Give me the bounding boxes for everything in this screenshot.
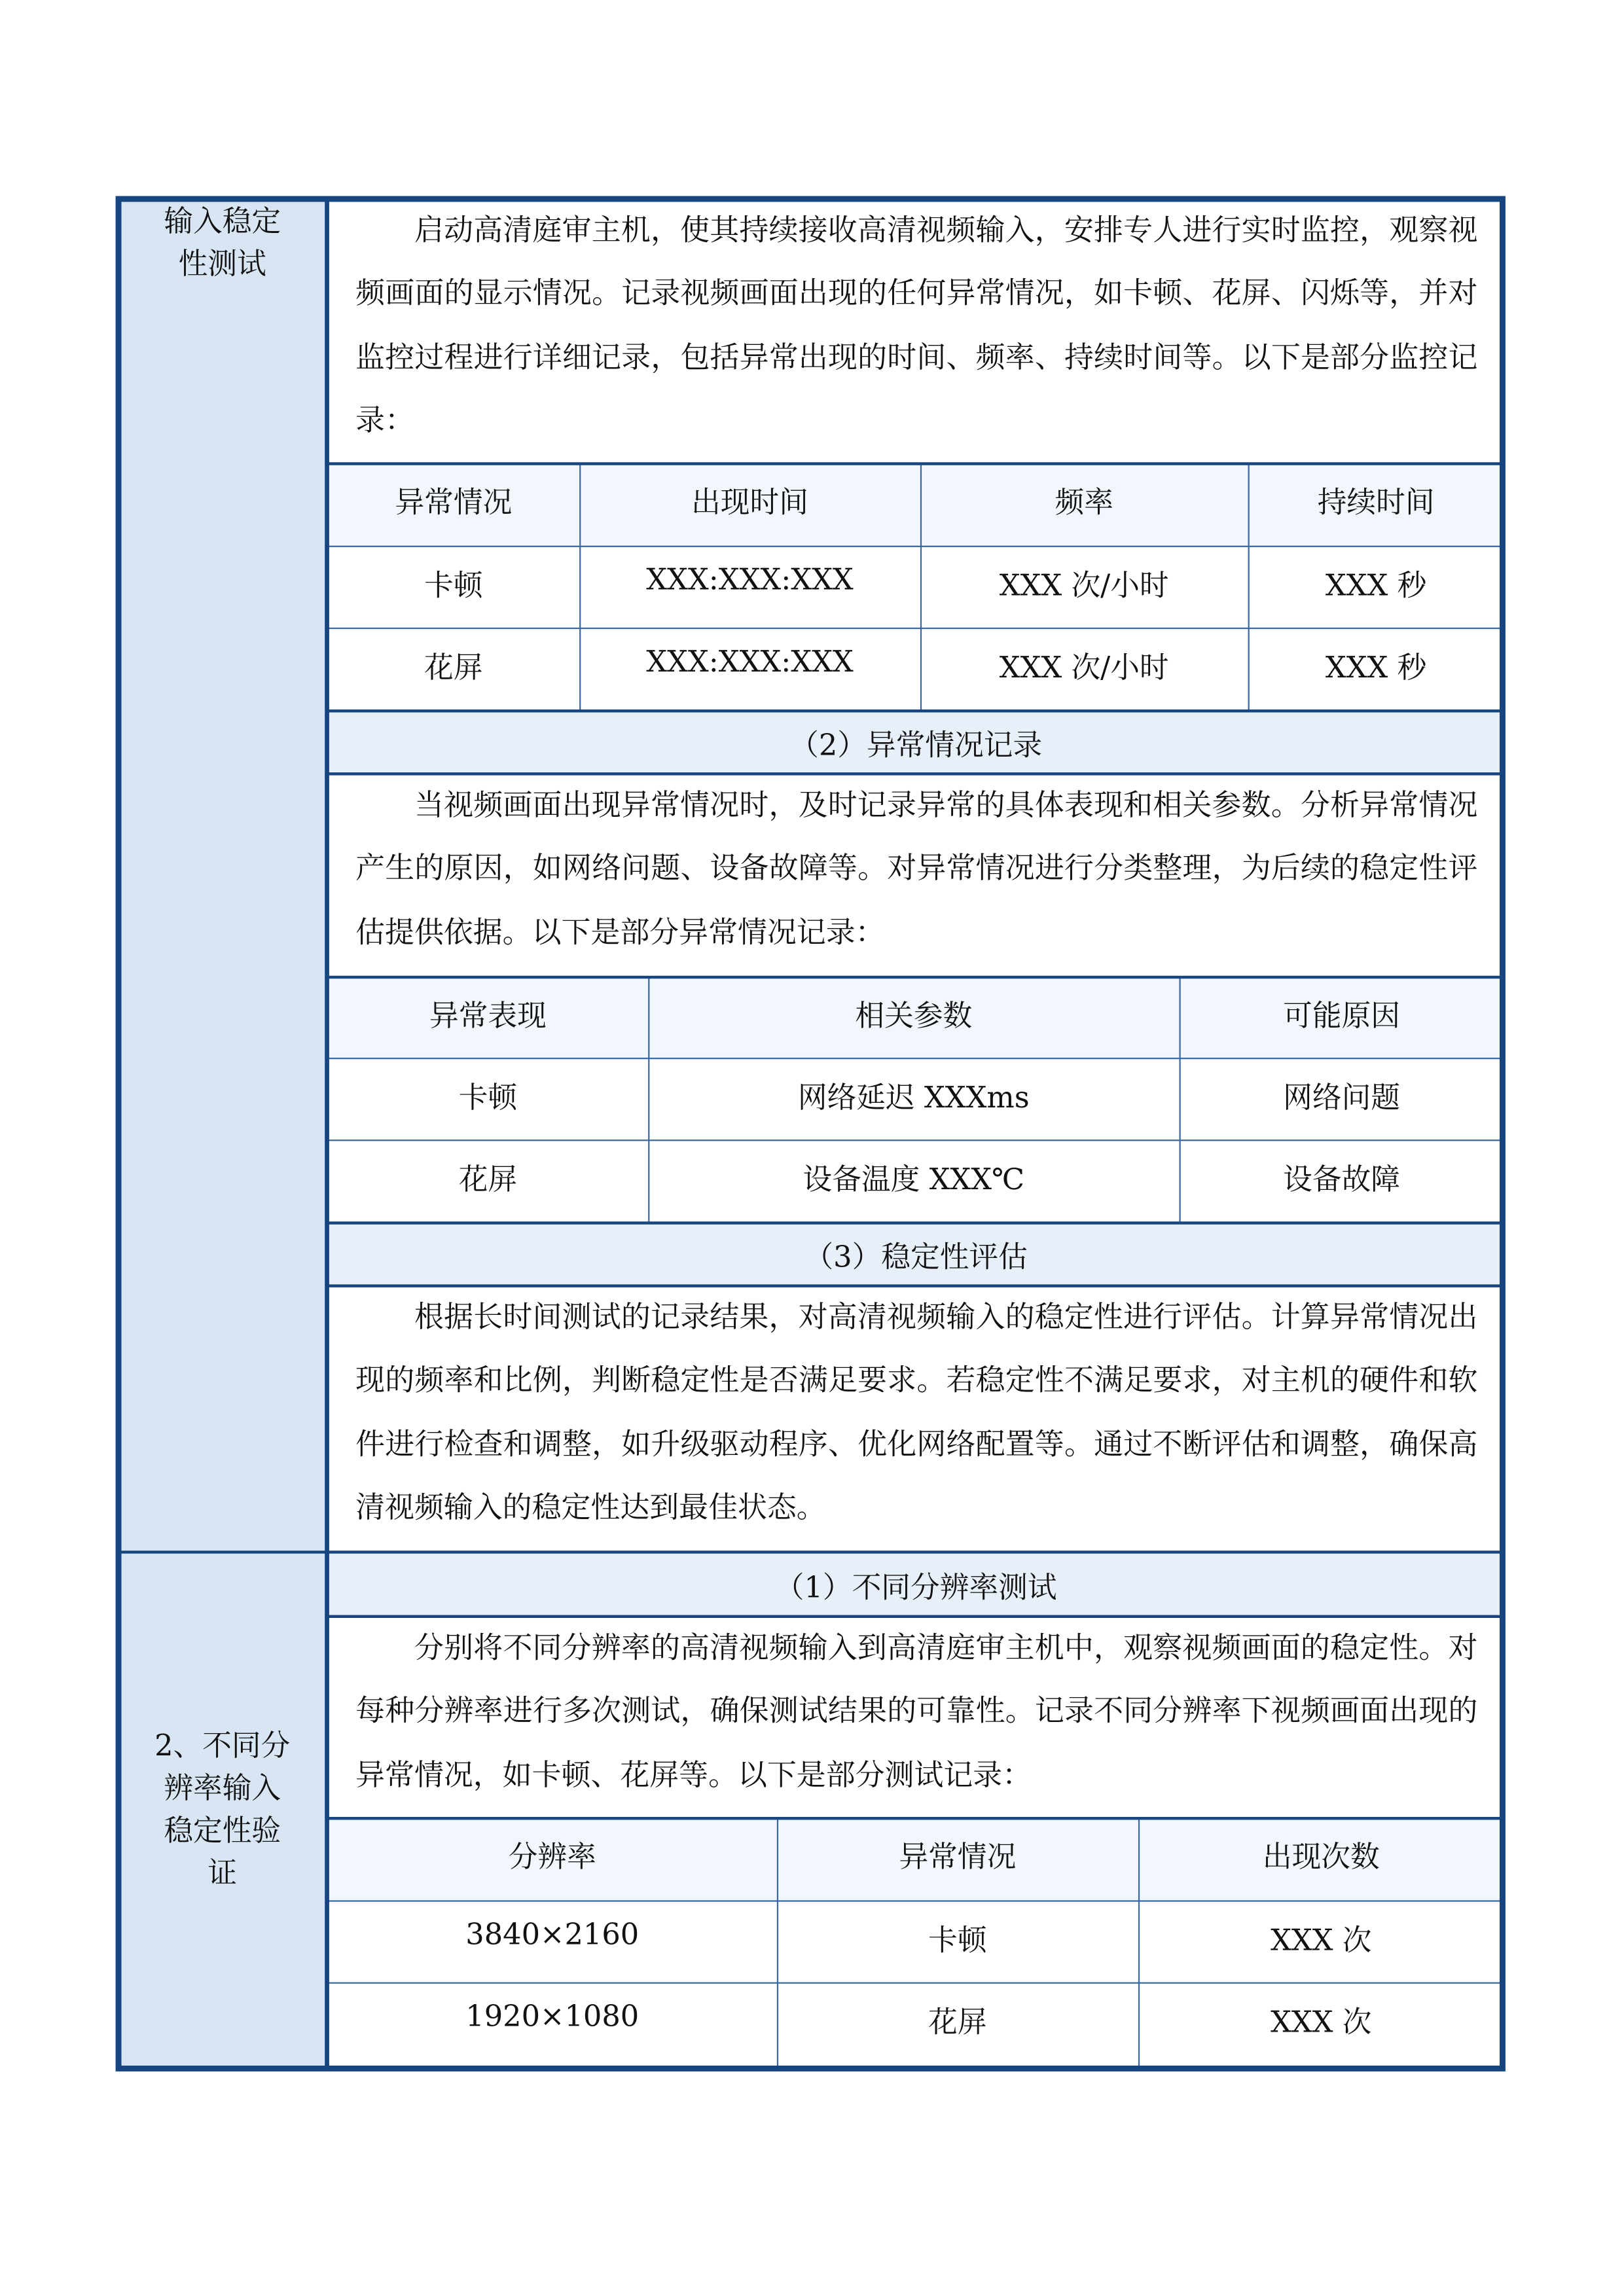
table2-cell: 设备温度 XXX℃	[803, 1161, 1025, 1197]
table2-cell: 花屏	[458, 1161, 518, 1197]
table2-header: 相关参数	[855, 997, 973, 1033]
anomaly-record-text: 当视频画面出现异常情况时，及时记录异常的具体表现和相关参数。分析异常情况产生的原因，如网络问题、设备故障等。对异常情况进行分类整理，为后续的稳定性评估提供依据。以下是部分异常情况记录：	[355, 787, 1478, 949]
table2-cell: 卡顿	[458, 1079, 518, 1115]
table1-header: 异常情况	[395, 484, 513, 520]
row2-label-line: 证	[208, 1855, 238, 1890]
table1-cell: XXX 秒	[1325, 567, 1427, 603]
table-outer-border	[116, 196, 1506, 2072]
row2-label-line: 稳定性验	[164, 1812, 281, 1848]
section-title-resolution-test: （1）不同分辨率测试	[328, 1552, 1504, 1616]
table2-header: 可能原因	[1283, 997, 1400, 1033]
resolution-test-text: 分别将不同分辨率的高清视频输入到高清庭审主机中，观察视频画面的稳定性。对每种分辨率进行多次测试，确保测试结果的可靠性。记录不同分辨率下视频画面出现的异常情况，如卡顿、花屏等。以下是部分测试记录：	[355, 1629, 1478, 1792]
table3-cell: 花屏	[928, 2004, 987, 2039]
section-title-stability-eval: （3）稳定性评估	[328, 1223, 1504, 1286]
row1-label-line: 性测试	[178, 245, 266, 281]
monitoring-intro: 启动高清庭审主机，使其持续接收高清视频输入，安排专人进行实时监控，观察视频画面的显示情况。记录视频画面出现的任何异常情况，如卡顿、花屏、闪烁等，并对监控过程进行详细记录，包括异常出现的时间、频率、持续时间等。以下是部分监控记录：	[355, 212, 1478, 438]
table1-cell: XXX 次/小时	[999, 567, 1169, 603]
table3-cell: XXX 次	[1271, 2004, 1372, 2039]
table1-header: 出现时间	[691, 484, 808, 520]
row2-label-line: 辨率输入	[164, 1770, 281, 1806]
table2-cell: 设备故障	[1283, 1161, 1400, 1197]
row2-label-line: 2、不同分	[154, 1727, 291, 1763]
table3-cell: 卡顿	[928, 1922, 987, 1958]
table1-header: 持续时间	[1317, 484, 1435, 520]
table1-cell: XXX:XXX:XXX	[646, 643, 854, 679]
table1-cell: 花屏	[424, 649, 483, 685]
table3-cell: 3840×2160	[465, 1916, 640, 1952]
table3-cell: XXX 次	[1271, 1922, 1372, 1958]
table3-header: 分辨率	[508, 1839, 596, 1874]
stability-eval-text: 根据长时间测试的记录结果，对高清视频输入的稳定性进行评估。计算异常情况出现的频率和比例，判断稳定性是否满足要求。若稳定性不满足要求，对主机的硬件和软件进行检查和调整，如升级驱动程序、优化网络配置等。通过不断评估和调整，确保高清视频输入的稳定性达到最佳状态。	[355, 1299, 1478, 1524]
table1-cell: XXX 次/小时	[999, 649, 1169, 685]
row1-label-line: 输入稳定	[164, 203, 281, 239]
table1-cell: XXX 秒	[1325, 649, 1427, 685]
table1-cell: XXX:XXX:XXX	[646, 562, 854, 597]
table1-cell: 卡顿	[424, 567, 483, 603]
table2-cell: 网络问题	[1283, 1079, 1400, 1115]
section-title-anomaly-record: （2）异常情况记录	[328, 711, 1504, 774]
table3-cell: 1920×1080	[465, 1998, 640, 2034]
table1-header: 频率	[1055, 484, 1113, 520]
table3-header: 异常情况	[899, 1839, 1017, 1874]
table2-cell: 网络延迟 XXXms	[797, 1079, 1030, 1115]
table3-header: 出现次数	[1262, 1839, 1380, 1874]
table2-header: 异常表现	[429, 997, 547, 1033]
